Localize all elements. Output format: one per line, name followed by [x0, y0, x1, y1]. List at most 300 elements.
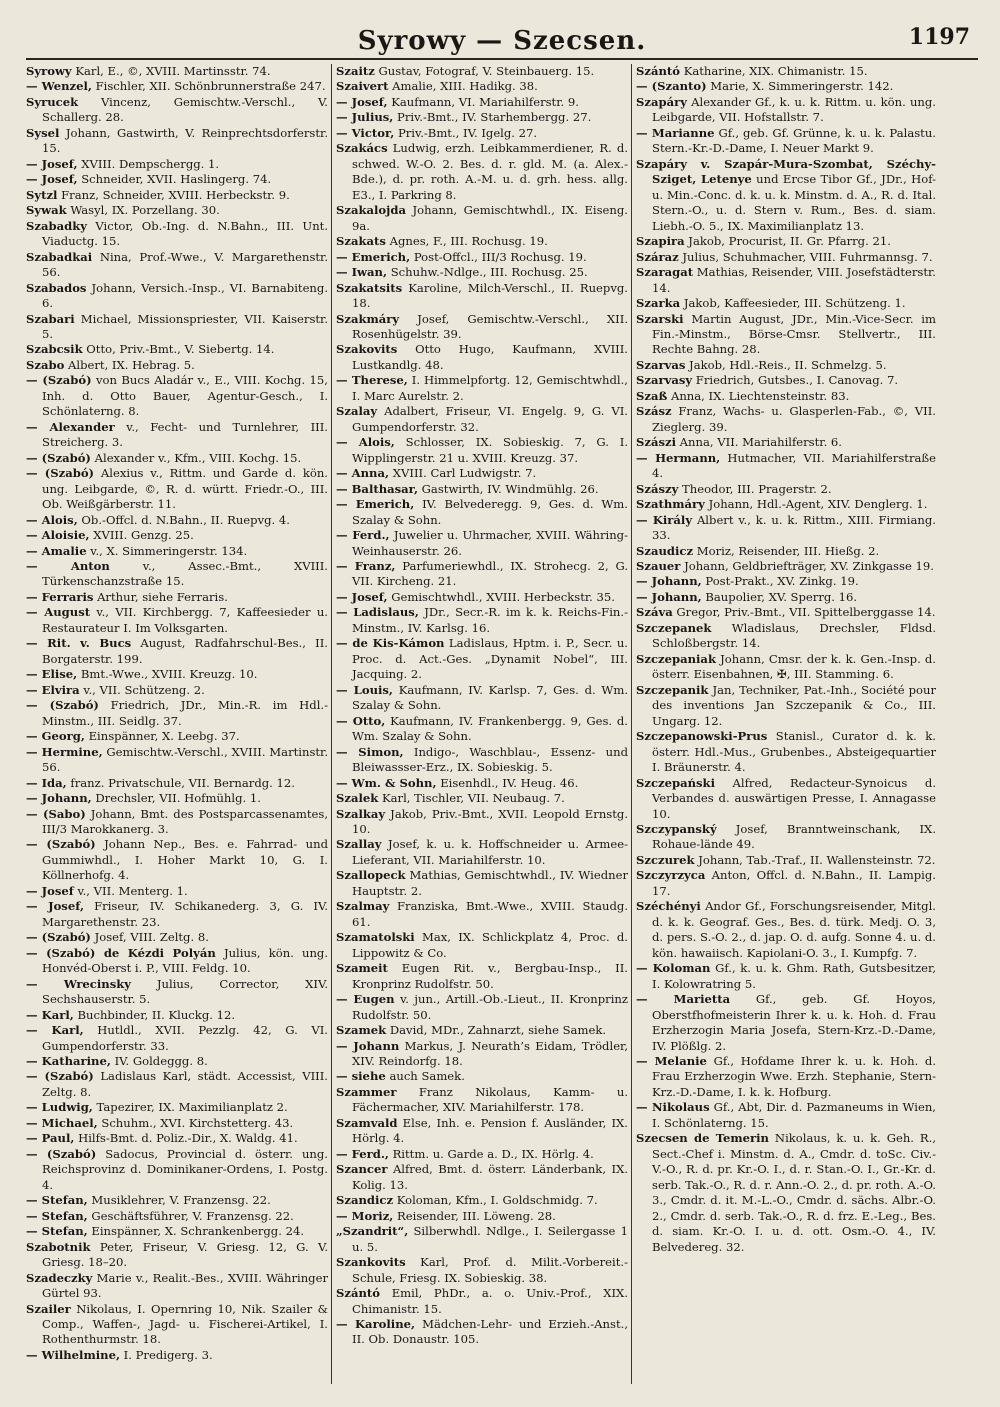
entry-details: Victor, Ob.-Ing. d. N.Bahn., III. Unt. Viaductg. 15. — [42, 218, 328, 249]
directory-entry — [26, 203, 328, 218]
entry-name: Sywak — [26, 203, 67, 218]
entry-details: XVIII. Genzg. 25. — [93, 528, 194, 543]
entry-name: — Ludwig, — [26, 1100, 93, 1115]
directory-entry — [26, 126, 328, 157]
page-number: 1197 — [908, 24, 970, 50]
entry-details: Friedrich, Gutsbes., I. Canovag. 7. — [695, 373, 899, 388]
page-header — [26, 18, 978, 62]
entry-name: — Wilhelmine, — [26, 1347, 120, 1362]
entry-details: Gustav, Fotograf, V. Steinbauerg. 15. — [378, 64, 595, 78]
entry-details: Post-Offcl., III/3 Rochusg. 19. — [413, 249, 587, 264]
directory-entry — [336, 1069, 628, 1084]
entry-name: — Josef — [26, 883, 74, 898]
entry-details: Gf., Hofdame Ihrer k. u. k. Hoh. d. Frau Erzherzogin Wwe. Erzh. Stephanie, Stern-Krz.-D.-Dame, I. k. k. Hofburg. — [652, 1054, 936, 1099]
entry-details: Gf., k. u. k. Ghm. Rath, Gutsbesitzer, I. Kolowratring 5. — [652, 961, 936, 991]
entry-details: Jakob, Procurist, II. Gr. Pfarrg. 21. — [688, 234, 891, 249]
entry-name: — Josef, — [26, 156, 78, 171]
directory-entry — [636, 683, 936, 729]
entry-name: Szakovits — [336, 342, 398, 357]
directory-entry — [26, 667, 328, 682]
directory-entry — [26, 977, 328, 1008]
entry-name: — Moriz, — [336, 1208, 394, 1223]
directory-entry — [336, 1147, 628, 1162]
entry-name: Szabotnik — [26, 1239, 91, 1254]
directory-entry — [26, 95, 328, 126]
entry-name: — Balthasar, — [336, 481, 418, 496]
directory-entry — [26, 930, 328, 945]
entry-details: Karoline, Milch-Verschl., II. Ruepvg. 18. — [352, 280, 628, 311]
entry-details: Friseur, IV. Schikanederg. 3, G. IV. Margarethenstr. 23. — [42, 899, 328, 929]
entry-details: Mathias, Reisender, VIII. Josefstädterstr. 14. — [652, 265, 936, 295]
entry-details: Moriz, Reisender, III. Hießg. 2. — [696, 543, 880, 558]
entry-details: Schlosser, IX. Sobieskig. 7, G. I. Wipplingerstr. 21 u. XVIII. Kreuzg. 37. — [352, 435, 628, 465]
entry-details: Josef, VIII. Zeltg. 8. — [94, 930, 209, 945]
entry-name: — Michael, — [26, 1115, 98, 1130]
entry-details: Stanisl., Curator d. k. k. österr. Hdl.-Mus., Grubenbes., Absteigequartier I. Bräunerstr. 4. — [652, 729, 936, 775]
entry-name: — Josef, — [26, 172, 78, 187]
entry-details: Koloman, Kfm., I. Goldschmidg. 7. — [396, 1193, 598, 1208]
directory-entry — [26, 791, 328, 806]
directory-entry — [336, 110, 628, 125]
directory-entry — [636, 373, 936, 388]
entry-details: XVIII. Carl Ludwigstr. 7. — [392, 466, 537, 481]
entry-details: Johann, Cmsr. der k. k. Gen.-Insp. d. österr. Eisenbahnen, ✠, III. Stamming. 6. — [652, 651, 936, 682]
entry-name: Szameit — [336, 961, 388, 976]
entry-name: Syrowy — [26, 64, 72, 78]
entry-name: — Johann — [336, 1038, 400, 1053]
entry-details: Franz, Schneider, XVIII. Herbeckstr. 9. — [61, 187, 290, 202]
entry-name: Szarvasy — [636, 373, 693, 388]
entry-details: Indigo-, Waschblau-, Essenz- und Bleiwassser-Erz., IX. Sobieskig. 5. — [352, 744, 628, 775]
directory-entry — [636, 605, 936, 620]
directory-entry — [636, 559, 936, 574]
entry-name: Szancer — [336, 1162, 388, 1177]
entry-details: Franziska, Bmt.-Wwe., XVIII. Staudg. 61. — [352, 899, 628, 929]
entry-details: franz. Privatschule, VII. Bernardg. 12. — [70, 775, 295, 790]
entry-name: Szczepanik — [636, 682, 709, 697]
directory-entry — [636, 574, 936, 589]
entry-name: Szailer — [26, 1301, 71, 1316]
entry-name: — Koloman — [636, 961, 711, 976]
entry-details: Amalie, XIII. Hadikg. 38. — [392, 79, 538, 94]
column-1 — [26, 64, 328, 1384]
entry-name: Szalek — [336, 791, 379, 806]
entry-details: Wasyl, IX. Porzellang. 30. — [70, 203, 220, 218]
entry-name: — (Szabó) — [26, 450, 91, 465]
entry-details: Jakob, Priv.-Bmt., XVII. Leopold Ernstg. 10. — [352, 806, 628, 836]
entry-name: — (Szanto) — [636, 79, 707, 94]
entry-details: Alexius v., Rittm. und Garde d. kön. ung. Leibgarde, ©, R. d. württ. Friedr.-O., III. Ob. Weißgärberstr. 11. — [42, 466, 328, 512]
entry-details: Arthur, siehe Ferraris. — [97, 589, 228, 604]
directory-entry — [336, 482, 628, 497]
entry-name: — (Szabó) — [26, 466, 95, 481]
directory-entry — [336, 1193, 628, 1208]
directory-entry — [336, 636, 628, 682]
entry-name: — Josef, — [336, 589, 388, 604]
entry-details: Fischler, XII. Schönbrunnerstraße 247. — [95, 79, 326, 94]
directory-entry — [336, 1116, 628, 1147]
directory-entry — [636, 652, 936, 683]
entry-name: — Otto, — [336, 713, 386, 728]
entry-name: — Király — [636, 512, 693, 527]
entry-name: Szaivert — [336, 79, 389, 94]
entry-details: Alfred, Redacteur-Synoicus d. Verbandes d. auswärtigen Presse, I. Annagasse 10. — [652, 775, 936, 821]
directory-entry — [636, 95, 936, 126]
entry-name: Szallopeck — [336, 868, 406, 883]
directory-entry — [636, 899, 936, 961]
directory-entry — [336, 497, 628, 528]
directory-entry — [336, 250, 628, 265]
entry-details: August, Radfahrschul-Bes., II. Borgaterstr. 199. — [42, 636, 328, 666]
directory-entry — [336, 791, 628, 806]
entry-name: — Josef, — [26, 899, 84, 914]
entry-details: Josef, Gemischtw.-Verschl., XII. Rosenhügelstr. 39. — [352, 311, 628, 341]
entry-name: Szczepański — [636, 775, 715, 790]
entry-name: Szászi — [636, 435, 676, 450]
entry-details: Vincenz, Gemischtw.-Verschl., V. Schallerg. 28. — [42, 94, 328, 125]
entry-details: Buchbinder, II. Kluckg. 12. — [77, 1007, 236, 1022]
directory-entry — [636, 590, 936, 605]
directory-entry — [26, 1271, 328, 1302]
entry-name: — Melanie — [636, 1054, 707, 1068]
entry-name: — Anton — [26, 559, 110, 573]
directory-entry — [336, 1317, 628, 1348]
entry-details: Einspänner, X. Schrankenbergg. 24. — [91, 1224, 305, 1239]
entry-details: Ludwig, erzh. Leibkammerdiener, R. d. schwed. W.-O. 2. Bes. d. r. gld. M. (a. Alex.-Bde.), d. pr. roth. A.-M. u. d. grh. hess. allg. E3., I. Parkring 8. — [352, 141, 628, 202]
entry-details: Jan, Techniker, Pat.-Inh., Société pour des inventions Jan Szczepanik & Co., III. Ungarg. 12. — [652, 682, 936, 728]
entry-name: — Ida, — [26, 775, 67, 790]
entry-name: — (Szabó) — [26, 373, 92, 388]
directory-entry — [26, 528, 328, 543]
entry-name: Syrucek — [26, 94, 79, 109]
entry-details: Schuhw.-Ndlge., III. Rochusg. 25. — [390, 265, 588, 280]
entry-name: Szecsen de Temerin — [636, 1131, 769, 1146]
directory-entry — [636, 64, 936, 79]
entry-name: — Wenzel, — [26, 79, 92, 94]
entry-name: — Amalie — [26, 543, 87, 558]
entry-name: „Szandrit“, — [336, 1224, 409, 1239]
entry-name: — Karoline, — [336, 1316, 416, 1331]
entry-name: — (Szabó) — [26, 837, 96, 852]
directory-entry — [336, 745, 628, 776]
directory-entry — [26, 1116, 328, 1131]
entry-details: Anton, Offcl. d. N.Bahn., II. Lampig. 17. — [652, 868, 936, 898]
entry-name: Szczyrzyca — [636, 868, 706, 883]
directory-entry — [336, 899, 628, 930]
entry-details: Kaufmann, IV. Karlsp. 7, Ges. d. Wm. Szalay & Sohn. — [352, 682, 628, 713]
directory-entry — [336, 312, 628, 343]
entry-details: Katharine, XIX. Chimanistr. 15. — [683, 64, 868, 78]
directory-entry — [336, 64, 628, 79]
entry-name: Szczepanek — [636, 620, 712, 635]
column-3 — [636, 64, 936, 1384]
entry-name: — Paul, — [26, 1131, 75, 1146]
directory-entry — [336, 590, 628, 605]
directory-entry — [636, 822, 936, 853]
entry-name: — Alois, — [26, 512, 78, 527]
directory-entry — [336, 95, 628, 110]
entry-details: Julius, Corrector, XIV. Sechshauserstr. 5. — [42, 976, 328, 1007]
directory-entry — [636, 1054, 936, 1100]
directory-entry — [26, 837, 328, 883]
entry-details: Marie, X. Simmeringerstr. 142. — [710, 79, 894, 94]
entry-details: Mathias, Gemischtwhdl., IV. Wiedner Hauptstr. 2. — [352, 868, 628, 898]
entry-name: — Wrecinsky — [26, 976, 131, 991]
entry-details: Johann, Hdl.-Agent, XIV. Denglerg. 1. — [708, 497, 928, 512]
entry-name: — (Sabo) — [26, 806, 86, 821]
entry-details: Andor Gf., Forschungsreisender, Mitgl. d. k. k. Geograf. Ges., Bes. d. türk. Medj. O. 3, d. pers. S.-O. 2., d. jap. O. d. aufg. Sonne 4. u. d. kön. hawaiisch. Kapiolani-O. 3., I. Kumpfg. 7. — [652, 899, 936, 960]
directory-entry — [26, 250, 328, 281]
entry-details: Anna, VII. Mariahilferstr. 6. — [679, 435, 842, 450]
directory-entry — [636, 482, 936, 497]
directory-entry — [336, 1224, 628, 1255]
entry-details: Kaufmann, VI. Mariahilferstr. 9. — [391, 94, 579, 109]
directory-entry — [636, 513, 936, 544]
entry-details: I. Predigerg. 3. — [123, 1347, 213, 1362]
entry-name: — Johann, — [26, 791, 92, 806]
directory-entry — [636, 157, 936, 234]
entry-details: Julius, kön. ung. Honvéd-Oberst i. P., VIII. Feldg. 10. — [42, 945, 328, 976]
entry-name: Szaß — [636, 388, 668, 403]
entry-details: Karl, E., ©, XVIII. Martinsstr. 74. — [75, 64, 271, 78]
entry-details: v. jun., Artill.-Ob.-Lieut., II. Kronprinz Rudolfstr. 50. — [352, 992, 628, 1022]
entry-details: Nikolaus, I. Opernring 10, Nik. Szailer & Comp., Waffen-, Jagd- u. Fischerei-Artikel, I. Rothenthurmstr. 18. — [42, 1301, 328, 1347]
directory-entry — [336, 1286, 628, 1317]
entry-name: — Elvira — [26, 682, 80, 697]
directory-entry — [336, 234, 628, 249]
entry-name: — Emerich, — [336, 249, 411, 264]
entry-details: Mädchen-Lehr- und Erzieh.-Anst., II. Ob. Donaustr. 105. — [352, 1316, 628, 1347]
entry-details: Hutldl., XVII. Pezzlg. 42, G. VI. Gumpendorferstr. 33. — [42, 1023, 328, 1053]
entry-name: Szakalojda — [336, 203, 406, 218]
directory-entry — [26, 157, 328, 172]
entry-name: Szalay — [336, 404, 378, 419]
entry-details: Martin August, JDr., Min.-Vice-Secr. im Fin.-Minstm., Börse-Cmsr. Stellvertr., III. Rechte Bahng. 28. — [652, 311, 936, 357]
entry-details: David, MDr., Zahnarzt, siehe Samek. — [389, 1023, 607, 1038]
directory-entry — [26, 451, 328, 466]
entry-name: Szandicz — [336, 1193, 394, 1208]
directory-entry — [26, 358, 328, 373]
entry-details: Albert, IX. Hebrag. 5. — [68, 357, 195, 372]
directory-entry — [26, 281, 328, 312]
directory-entry — [336, 714, 628, 745]
directory-entry — [636, 358, 936, 373]
entry-name: — Katharine, — [26, 1054, 111, 1068]
page-title: Syrowy — Szecsen. — [357, 26, 647, 56]
directory-entry — [336, 435, 628, 466]
entry-details: Julius, Schuhmacher, VIII. Fuhrmannsg. 7. — [682, 249, 933, 264]
directory-entry — [26, 590, 328, 605]
entry-details: Schuhm., XVI. Kirchstetterg. 43. — [101, 1115, 294, 1130]
directory-entry — [26, 899, 328, 930]
entry-name: — Therese, — [336, 373, 408, 388]
directory-entry — [336, 1085, 628, 1116]
entry-details: Baupolier, XV. Sperrg. 16. — [705, 589, 858, 604]
entry-name: — Marietta — [636, 992, 731, 1007]
column-divider — [631, 64, 632, 1384]
directory-entry — [636, 265, 936, 296]
entry-name: Szabadkai — [26, 249, 93, 264]
entry-name: — Ferd., — [336, 528, 390, 543]
directory-entry — [26, 219, 328, 250]
directory-entry — [336, 466, 628, 481]
entry-name: — Hermann, — [636, 450, 721, 465]
entry-name: Szathmáry — [636, 497, 705, 512]
directory-entry — [26, 1240, 328, 1271]
directory-entry — [26, 1348, 328, 1363]
entry-details: I. Himmelpfortg. 12, Gemischtwhdl., I. Marc Aurelstr. 2. — [352, 373, 628, 403]
entry-details: v., Fecht- und Turnlehrer, III. Streicherg. 3. — [42, 419, 328, 450]
entry-name: — Iwan, — [336, 265, 388, 280]
entry-details: Theodor, III. Pragerstr. 2. — [682, 481, 832, 496]
directory-entry — [336, 203, 628, 234]
entry-name: Szapáry — [636, 94, 687, 109]
directory-entry — [26, 1100, 328, 1115]
entry-details: XVIII. Dempschergg. 1. — [81, 156, 220, 171]
directory-entry — [636, 435, 936, 450]
directory-entry — [336, 141, 628, 203]
entry-details: Gemischtwhdl., XVIII. Herbeckstr. 35. — [391, 589, 615, 604]
directory-entry — [636, 853, 936, 868]
entry-name: Szarvas — [636, 357, 686, 372]
entry-details: Peter, Friseur, V. Griesg. 12, G. V. Griesg. 18–20. — [42, 1239, 328, 1270]
entry-name: — Simon, — [336, 744, 404, 759]
entry-details: Musiklehrer, V. Franzensg. 22. — [91, 1193, 271, 1208]
entry-name: — Louis, — [336, 682, 393, 697]
entry-name: — Stefan, — [26, 1224, 88, 1239]
entry-name: — Hermine, — [26, 744, 103, 759]
entry-name: Szalkay — [336, 806, 386, 821]
entry-name: Szalmay — [336, 899, 390, 914]
entry-details: Wladislaus, Drechsler, Fldsd. Schloßbergstr. 14. — [652, 620, 936, 651]
entry-details: Tapezirer, IX. Maximilianplatz 2. — [96, 1100, 288, 1115]
entry-name: — siehe — [336, 1069, 386, 1084]
entry-details: v., VII. Schützeng. 2. — [83, 682, 205, 697]
column-divider — [331, 64, 332, 1384]
entry-details: Nina, Prof.-Wwe., V. Margarethenstr. 56. — [42, 249, 328, 280]
directory-entry — [26, 373, 328, 419]
directory-entry — [336, 1023, 628, 1038]
entry-name: Szaitz — [336, 64, 375, 78]
entry-details: v., X. Simmeringerstr. 134. — [90, 543, 248, 558]
entry-name: Szabcsik — [26, 342, 83, 357]
directory-entry — [336, 1039, 628, 1070]
entry-name: Szczypanský — [636, 821, 717, 836]
entry-details: Else, Inh. e. Pension f. Ausländer, IX. Hörlg. 4. — [352, 1115, 628, 1146]
directory-entry — [336, 992, 628, 1023]
entry-name: — Stefan, — [26, 1193, 88, 1208]
entry-name: Szammer — [336, 1084, 397, 1099]
directory-entry — [636, 296, 936, 311]
entry-details: Albert v., k. u. k. Rittm., XIII. Firmiang. 33. — [652, 512, 936, 543]
entry-details: Gf., geb. Gf. Hoyos, Oberstfhofmeisterin Ihrer k. u. k. Hoh. d. Frau Erzherzogin Maria Josefa, Stern-Krz.-D.-Dame, IV. Plößlg. 2. — [652, 992, 936, 1053]
entry-name: Szankovits — [336, 1255, 406, 1270]
entry-name: Szamek — [336, 1023, 387, 1038]
directory-entry — [636, 868, 936, 899]
entry-name: — Wm. & Sohn, — [336, 775, 437, 790]
entry-name: — Marianne — [636, 125, 715, 140]
entry-details: JDr., Secr.-R. im k. k. Reichs-Fin.-Minstm., IV. Karlsg. 16. — [352, 605, 628, 635]
directory-entry — [636, 389, 936, 404]
entry-details: Johann, Bmt. des Postsparcassenamtes, III/3 Marokkanerg. 3. — [42, 806, 328, 836]
directory-entry — [26, 1224, 328, 1239]
entry-details: Franz Nikolaus, Kamm- u. Fächermacher, XIV. Mariahilferstr. 178. — [352, 1084, 628, 1115]
entry-details: Gemischtw.-Verschl., XVIII. Martinstr. 56. — [42, 744, 328, 775]
entry-details: Geschäftsführer, V. Franzensg. 22. — [91, 1208, 294, 1223]
directory-entry — [636, 250, 936, 265]
entry-details: Johann, Geldbriefträger, XV. Zinkgasse 19. — [684, 559, 934, 573]
directory-entry — [336, 837, 628, 868]
entry-name: — Julius, — [336, 110, 394, 125]
entry-name: Szallay — [336, 837, 382, 852]
entry-name: Szczepaniak — [636, 651, 716, 666]
entry-details: Karl, Tischler, VII. Neubaug. 7. — [381, 791, 565, 806]
entry-details: Eugen Rit. v., Bergbau-Insp., II. Kronprinz Rudolfstr. 50. — [352, 961, 628, 991]
entry-details: Gastwirth, IV. Windmühlg. 26. — [421, 481, 599, 496]
entry-details: Einspänner, X. Leebg. 37. — [88, 729, 240, 744]
entry-name: — Aloisie, — [26, 528, 90, 543]
entry-name: Szabadky — [26, 218, 87, 233]
entry-details: auch Samek. — [389, 1069, 465, 1084]
directory-entry — [336, 559, 628, 590]
directory-entry — [26, 636, 328, 667]
entry-details: Otto Hugo, Kaufmann, XVIII. Lustkandlg. 48. — [352, 342, 628, 372]
entry-details: Nikolaus, k. u. k. Geh. R., Sect.-Chef i. Minstm. d. A., Cmdr. d. toSc. Civ.-V.-O., R. d. pr. Kr.-O. I., d. r. Stan.-O. I., Gr.-Kr. d. serb. Tak.-O., R. d. r. Ann.-O. 2., d. pr. roth. A.-O. 3., Cmdr. d. it. M.-L.-O., Cmdr. d. sächs. Albr.-O. 2., Cmdr. d. serb. Tak.-O., R. d. frz. E.-Leg., Bes. d. siam. Kr.-O. I. u. d. ott. Osm.-O. 4., IV. Belvedereg. 32. — [652, 1131, 936, 1254]
entry-name: Száraz — [636, 249, 679, 264]
directory-entry — [336, 1209, 628, 1224]
entry-details: und Ercse Tibor Gf., JDr., Hof- u. Min.-Conc. d. k. u. k. Minstm. d. A., R. d. Ital. Stern.-O., u. d. Stern v. Rum., Bes. d. siam. Liebh.-O. 5., IX. Maximilianplatz 13. — [652, 172, 936, 233]
entry-details: Eisenhdl., IV. Heug. 46. — [440, 775, 579, 790]
entry-details: Franz, Wachs- u. Glasperlen-Fab., ©, VII. Zieglerg. 39. — [652, 404, 936, 434]
entry-name: Szarski — [636, 311, 684, 326]
entry-details: Schneider, XVII. Haslingerg. 74. — [81, 172, 272, 187]
entry-name: — Nikolaus — [636, 1100, 710, 1115]
directory-entry — [636, 1100, 936, 1131]
entry-details: Johann, Versich.-Insp., VI. Barnabiteng. 6. — [42, 280, 328, 311]
entry-name: — Johann, — [636, 574, 702, 589]
entry-details: Agnes, F., III. Rochusg. 19. — [389, 234, 548, 249]
directory-entry — [336, 807, 628, 838]
directory-entry — [26, 342, 328, 357]
entry-details: von Bucs Aladár v., E., VIII. Kochg. 15, Inh. d. Otto Bauer, Agentur-Gesch., I. Schönlaterng. 8. — [42, 373, 328, 419]
entry-name: — Alois, — [336, 435, 395, 450]
directory-entry — [26, 79, 328, 94]
directory-entry — [636, 234, 936, 249]
entry-details: Reisender, III. Löweng. 28. — [397, 1208, 556, 1223]
directory-entry — [636, 497, 936, 512]
entry-details: Priv.-Bmt., IV. Igelg. 27. — [397, 125, 538, 140]
entry-details: Jakob, Hdl.-Reis., II. Schmelzg. 5. — [689, 357, 887, 372]
directory-entry — [636, 312, 936, 358]
entry-details: Juwelier u. Uhrmacher, XVIII. Währing-Weinhauserstr. 26. — [352, 528, 628, 558]
entry-name: Szarka — [636, 296, 681, 311]
directory-entry — [26, 605, 328, 636]
directory-entry — [26, 559, 328, 590]
entry-name: — Eugen — [336, 992, 395, 1007]
entry-details: Johann, Gemischtwhdl., IX. Eiseng. 9a. — [352, 203, 628, 233]
entry-details: Gf., Abt, Dir. d. Pazmaneums in Wien, I. Schönlaterng. 15. — [652, 1100, 936, 1130]
directory-entry — [336, 930, 628, 961]
entry-name: Szaudicz — [636, 543, 694, 558]
entry-details: Hutmacher, VII. Mariahilferstraße 4. — [652, 450, 936, 481]
directory-entry — [636, 404, 936, 435]
directory-entry — [26, 729, 328, 744]
directory-entry — [336, 961, 628, 992]
directory-entry — [336, 404, 628, 435]
directory-entry — [26, 466, 328, 512]
directory-entry — [26, 946, 328, 977]
entry-name: — Emerich, — [336, 497, 415, 512]
